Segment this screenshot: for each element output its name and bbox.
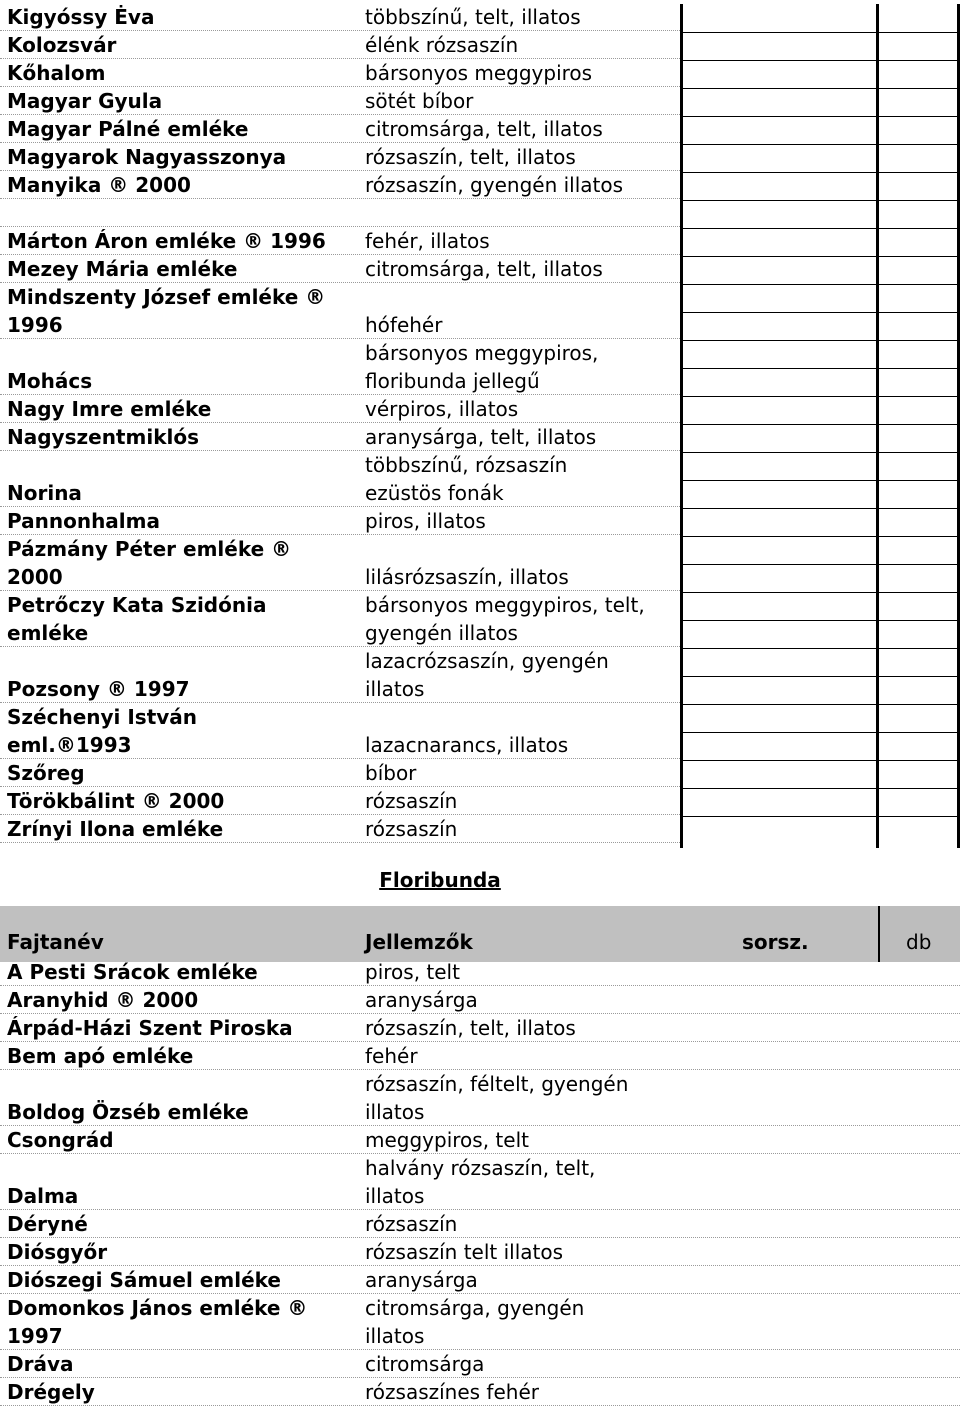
variety-description: bársonyos meggypiros	[365, 61, 593, 85]
variety-description-line2: illatos	[365, 1184, 425, 1208]
header-fajtanev: Fajtanév	[7, 930, 104, 954]
count-cell-line	[682, 816, 960, 817]
variety-name: Magyar Gyula	[7, 89, 163, 113]
count-cell-line	[682, 172, 960, 173]
count-cell-line	[682, 144, 960, 145]
table-row	[0, 647, 680, 703]
variety-name: Széchenyi István	[7, 705, 198, 729]
table-row	[0, 787, 680, 815]
variety-description-line2: lazacnarancs, illatos	[365, 733, 569, 757]
header-db: db	[906, 930, 932, 954]
count-cell-line	[682, 480, 960, 481]
count-cell-line	[682, 452, 960, 453]
table-row	[0, 1350, 960, 1378]
variety-description: rózsaszín	[365, 789, 458, 813]
count-cell-line	[682, 256, 960, 257]
table-row	[0, 1378, 960, 1406]
header-sorsz: sorsz.	[742, 930, 809, 954]
variety-name-line2: Norina	[7, 481, 82, 505]
table-row	[0, 815, 680, 843]
count-cell-line	[682, 676, 960, 677]
variety-name: Nagyszentmiklós	[7, 425, 199, 449]
count-cell-line	[682, 340, 960, 341]
variety-description: rózsaszín, gyengén illatos	[365, 173, 624, 197]
table-row	[0, 199, 680, 227]
variety-description: citromsárga	[365, 1352, 485, 1376]
table-row	[0, 958, 960, 986]
variety-description: lazacrózsaszín, gyengén	[365, 649, 609, 673]
variety-description: rózsaszín	[365, 817, 458, 841]
variety-name: A Pesti Srácok emléke	[7, 960, 258, 984]
variety-description: aranysárga	[365, 988, 478, 1012]
count-cell-line	[682, 88, 960, 89]
table-row	[0, 1210, 960, 1238]
column-divider-1	[680, 4, 683, 848]
variety-name-line2: Mohács	[7, 369, 93, 393]
table-row	[0, 759, 680, 787]
variety-name-line2: 2000	[7, 565, 63, 589]
variety-name-line2: Pozsony ® 1997	[7, 677, 190, 701]
count-cell-line	[682, 424, 960, 425]
variety-name-line2: 1997	[7, 1324, 63, 1348]
table-row	[0, 395, 680, 423]
table-row	[0, 535, 680, 591]
variety-description: rózsaszínes fehér	[365, 1380, 539, 1404]
variety-name: Szőreg	[7, 761, 85, 785]
table-row	[0, 339, 680, 395]
variety-description: halvány rózsaszín, telt,	[365, 1156, 596, 1180]
variety-description: sötét bíbor	[365, 89, 474, 113]
variety-description-line2: floribunda jellegű	[365, 369, 540, 393]
variety-description: fehér, illatos	[365, 229, 490, 253]
variety-name: Zrínyi Ilona emléke	[7, 817, 224, 841]
variety-name: Törökbálint ® 2000	[7, 789, 225, 813]
count-cell-line	[682, 228, 960, 229]
table-row	[0, 507, 680, 535]
count-cell-line	[682, 732, 960, 733]
variety-description: piros, telt	[365, 960, 460, 984]
variety-name: Mezey Mária emléke	[7, 257, 238, 281]
variety-name: Kigyóssy Ėva	[7, 5, 155, 29]
count-cell-line	[682, 564, 960, 565]
count-cell-line	[682, 284, 960, 285]
table-row	[0, 1042, 960, 1070]
variety-name: Aranyhid ® 2000	[7, 988, 199, 1012]
variety-description: aranysárga, telt, illatos	[365, 425, 597, 449]
variety-name: Magyarok Nagyasszonya	[7, 145, 287, 169]
variety-description: citromsárga, telt, illatos	[365, 257, 603, 281]
variety-name: Pannonhalma	[7, 509, 160, 533]
variety-name: Domonkos János emléke ®	[7, 1296, 308, 1320]
variety-name: Dráva	[7, 1352, 74, 1376]
table-row	[0, 423, 680, 451]
count-cell-line	[682, 116, 960, 117]
count-cell-line	[682, 60, 960, 61]
variety-name-line2: emléke	[7, 621, 89, 645]
table-row	[0, 283, 680, 339]
variety-name: Csongrád	[7, 1128, 114, 1152]
table-row	[0, 1154, 960, 1210]
variety-name: Mindszenty József emléke ®	[7, 285, 326, 309]
table-row	[0, 227, 680, 255]
variety-description: többszínű, rózsaszín	[365, 453, 568, 477]
table-row	[0, 143, 680, 171]
count-cell-line	[682, 760, 960, 761]
variety-name: Márton Áron emléke ® 1996	[7, 229, 326, 253]
variety-description-line2: illatos	[365, 1324, 425, 1348]
variety-description: rózsaszín	[365, 1212, 458, 1236]
count-cell-line	[682, 312, 960, 313]
count-cell-line	[682, 704, 960, 705]
variety-description-line2: gyengén illatos	[365, 621, 518, 645]
count-cell-line	[682, 200, 960, 201]
variety-name: Árpád-Házi Szent Piroska	[7, 1016, 293, 1040]
table-row	[0, 115, 680, 143]
variety-description: bársonyos meggypiros, telt,	[365, 593, 645, 617]
variety-description: aranysárga	[365, 1268, 478, 1292]
count-cell-line	[682, 396, 960, 397]
table-row	[0, 703, 680, 759]
table-row	[0, 87, 680, 115]
variety-name: Manyika ® 2000	[7, 173, 191, 197]
count-cell-line	[682, 536, 960, 537]
variety-name-line2: eml.®1993	[7, 733, 132, 757]
variety-name-line2: Dalma	[7, 1184, 79, 1208]
variety-description: rózsaszín telt illatos	[365, 1240, 564, 1264]
table-row	[0, 1266, 960, 1294]
variety-name-line2: Boldog Özséb emléke	[7, 1100, 249, 1124]
section-title: Floribunda	[379, 868, 501, 892]
variety-description-line2: ezüstös fonák	[365, 481, 504, 505]
table-row	[0, 59, 680, 87]
variety-description-line2: illatos	[365, 1100, 425, 1124]
count-cell-line	[682, 368, 960, 369]
column-divider-2	[876, 4, 879, 848]
variety-description: rózsaszín, telt, illatos	[365, 145, 576, 169]
variety-description-line2: hófehér	[365, 313, 443, 337]
table-row	[0, 1070, 960, 1126]
count-cell-line	[682, 788, 960, 789]
header-jellemzok: Jellemzők	[365, 930, 473, 954]
table-row	[0, 1238, 960, 1266]
variety-description: bársonyos meggypiros,	[365, 341, 599, 365]
variety-name: Pázmány Péter emléke ®	[7, 537, 292, 561]
table-row	[0, 591, 680, 647]
table-row	[0, 171, 680, 199]
variety-description: fehér	[365, 1044, 418, 1068]
variety-name: Kőhalom	[7, 61, 106, 85]
variety-name: Diósgyőr	[7, 1240, 108, 1264]
variety-name: Magyar Pálné emléke	[7, 117, 249, 141]
table-row	[0, 451, 680, 507]
count-cell-line	[682, 592, 960, 593]
variety-description: bíbor	[365, 761, 417, 785]
variety-name: Bem apó emléke	[7, 1044, 194, 1068]
variety-name: Diószegi Sámuel emléke	[7, 1268, 281, 1292]
table-row	[0, 1294, 960, 1350]
table-row	[0, 31, 680, 59]
count-cell-line	[682, 508, 960, 509]
variety-description: élénk rózsaszín	[365, 33, 519, 57]
table-row	[0, 986, 960, 1014]
variety-description: piros, illatos	[365, 509, 486, 533]
variety-description: vérpiros, illatos	[365, 397, 519, 421]
variety-name: Kolozsvár	[7, 33, 117, 57]
variety-description: citromsárga, telt, illatos	[365, 117, 603, 141]
variety-name: Nagy Imre emléke	[7, 397, 212, 421]
count-cell-line	[682, 648, 960, 649]
variety-description-line2: lilásrózsaszín, illatos	[365, 565, 569, 589]
variety-description: citromsárga, gyengén	[365, 1296, 585, 1320]
table-row	[0, 255, 680, 283]
variety-description-line2: illatos	[365, 677, 425, 701]
variety-description: meggypiros, telt	[365, 1128, 529, 1152]
variety-description: rózsaszín, féltelt, gyengén	[365, 1072, 629, 1096]
variety-description: rózsaszín, telt, illatos	[365, 1016, 576, 1040]
count-cell-line	[682, 620, 960, 621]
variety-name: Drégely	[7, 1380, 95, 1404]
variety-name-line2: 1996	[7, 313, 63, 337]
variety-description: többszínű, telt, illatos	[365, 5, 581, 29]
table-row	[0, 1014, 960, 1042]
variety-name: Petrőczy Kata Szidónia	[7, 593, 267, 617]
table-row	[0, 1126, 960, 1154]
variety-name: Déryné	[7, 1212, 88, 1236]
table-row	[0, 3, 680, 31]
count-cell-line	[682, 32, 960, 33]
